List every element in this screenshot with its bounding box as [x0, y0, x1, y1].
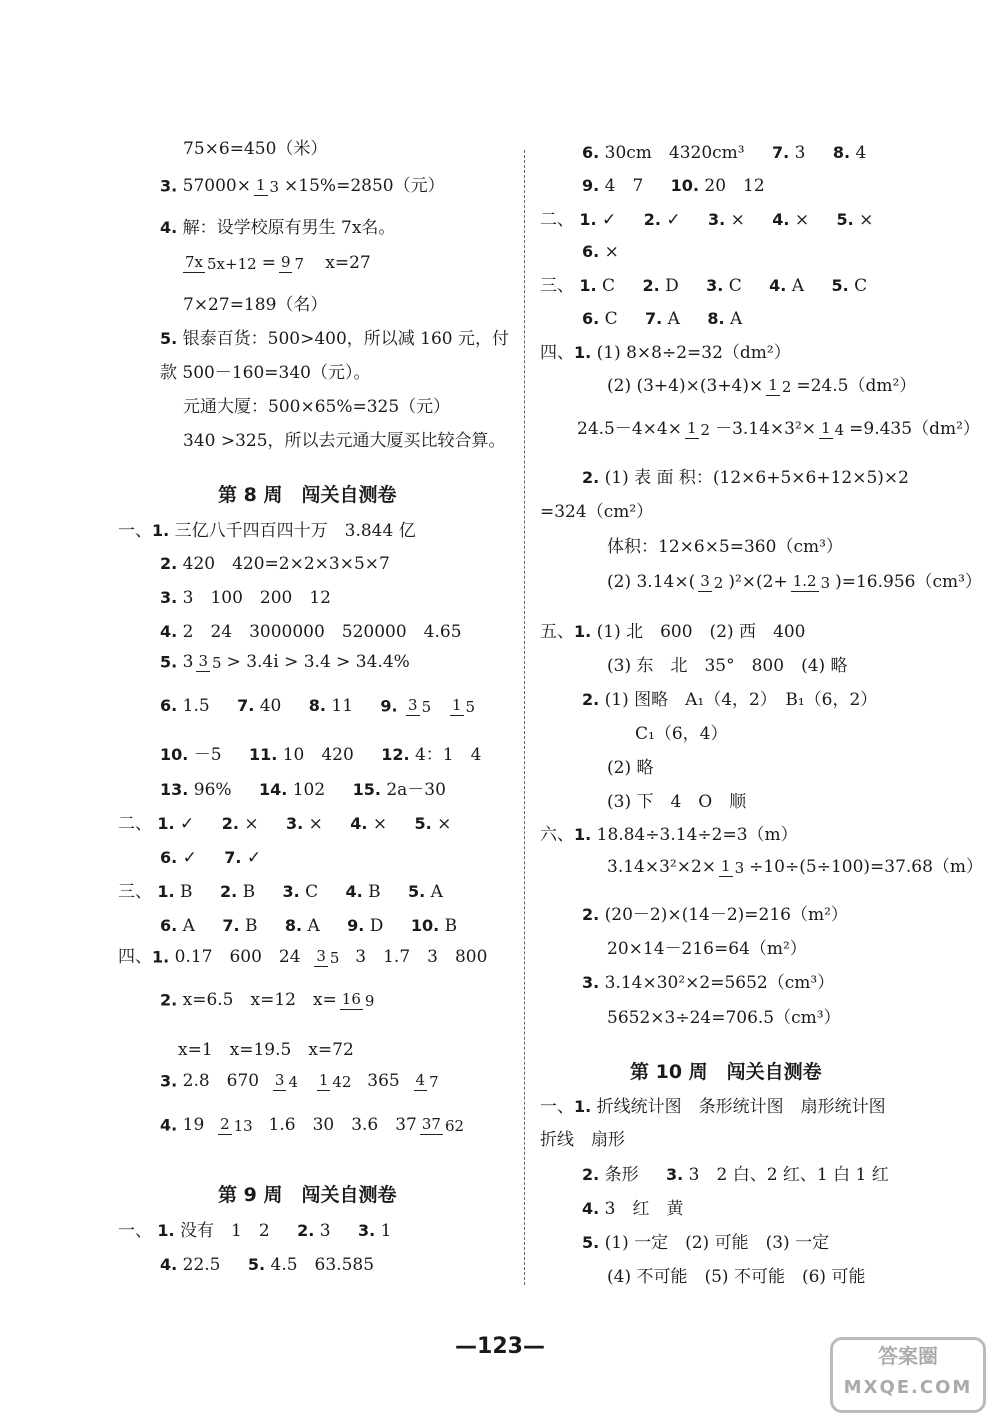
watermark-logo: [830, 1337, 986, 1413]
answer-line: 五、1. (1) 北 600 (2) 西 400: [540, 622, 806, 642]
answer-line: 2. 条形 3. 3 2 白、2 红、1 白 1 红: [582, 1165, 889, 1185]
answer-4-equation: 7x 5x+12 = 9 7 x=27: [185, 253, 371, 274]
page-number: —123—: [455, 1334, 545, 1359]
answer-line: 3. 3 100 200 12: [160, 588, 331, 608]
answer-line: (3) 下 4 O 顺: [607, 792, 747, 812]
answer-line: 二、 1. ✓ 2. ✓ 3. × 4. × 5. ×: [540, 210, 874, 230]
fraction: 3 2: [700, 572, 724, 592]
answer-line: 6. ×: [582, 242, 619, 262]
answer-line: 6. C 7. A 8. A: [582, 309, 743, 329]
answer-line: 二、 1. ✓ 2. × 3. × 4. × 5. ×: [118, 814, 452, 834]
answer-line: 2. (1) 表 面 积：(12×6+5×6+12×5)×2: [582, 468, 909, 488]
answer-line: 3. 3.14×30²×2=5652（cm³）: [582, 973, 835, 993]
answer-line: 6. 1.5 7. 40 8. 11 9. 3 5 1 5: [160, 696, 476, 717]
answer-line: 一、 1. 没有 1 2 2. 3 3. 1: [118, 1221, 392, 1241]
answer-line: 折线 扇形: [540, 1130, 625, 1150]
answer-line: 340 >325，所以去元通大厦买比较合算。: [183, 431, 506, 451]
answer-line: 4. 3 红 黄: [582, 1199, 684, 1219]
answer-line: 款 500－160=340（元）。: [160, 363, 371, 383]
answer-line: 三、 1. B 2. B 3. C 4. B 5. A: [118, 882, 443, 902]
answer-line: 6. A 7. B 8. A 9. D 10. B: [160, 916, 458, 936]
answer-line: 2. x=6.5 x=12 x= 16 9: [160, 990, 375, 1011]
answer-3: 3. 57000× 1 3 ×15%=2850（元）: [160, 176, 445, 197]
fraction: 9 7: [280, 253, 305, 273]
answer-line: 一、1. 折线统计图 条形统计图 扇形统计图: [540, 1097, 886, 1117]
fraction: 1 3: [255, 176, 280, 196]
fraction: 16 9: [341, 990, 375, 1010]
answer-line: 5. (1) 一定 (2) 可能 (3) 一定: [582, 1233, 830, 1253]
answer-line: 一、1. 三亿八千四百四十万 3.844 亿: [118, 521, 416, 541]
fraction: 1 2: [686, 419, 711, 439]
answer-line: 2. (1) 图略 A₁（4，2） B₁（6，2）: [582, 690, 878, 710]
answer-line: 75×6=450（米）: [183, 139, 328, 159]
fraction: 1.2 3: [792, 572, 831, 592]
answer-line: 元通大厦：500×65%=325（元）: [183, 397, 451, 417]
column-divider: [524, 150, 525, 1285]
answer-line: (4) 不可能 (5) 不可能 (6) 可能: [607, 1267, 866, 1287]
section-heading-week8: 第 8 周 闯关自测卷: [218, 484, 397, 506]
answer-line: =324（cm²）: [540, 502, 654, 522]
fraction: 1 42: [318, 1071, 352, 1091]
fraction: 3 5: [316, 947, 340, 967]
answer-line: 六、1. 18.84÷3.14÷2=3（m）: [540, 825, 798, 845]
answer-line: 4. 19 2 13 1.6 30 3.6 37 37 62: [160, 1115, 465, 1136]
answer-line: 9. 4 7 10. 20 12: [582, 176, 765, 196]
answer-line: 24.5－4×4× 1 2 －3.14×3²× 1 4 =9.435（dm²）: [577, 419, 980, 440]
answer-line: 20×14－216=64（m²）: [607, 939, 807, 959]
watermark-text: 答案圈: [878, 1344, 938, 1368]
fraction: 1 5: [451, 696, 476, 716]
answer-line: 4. 2 24 3000000 520000 4.65: [160, 622, 462, 642]
fraction: 1 2: [768, 376, 792, 396]
fraction: 3 5: [198, 652, 222, 672]
answer-line: 3. 2.8 670 3 4 1 42 365 4 7: [160, 1071, 439, 1092]
answer-line: x=1 x=19.5 x=72: [178, 1040, 354, 1060]
answer-line: 6. 30cm 4320cm³ 7. 3 8. 4: [582, 143, 867, 163]
answer-line: 13. 96% 14. 102 15. 2a－30: [160, 780, 446, 800]
answer-line: 5652×3÷24=706.5（cm³）: [607, 1008, 841, 1028]
answer-line: C₁（6，4）: [635, 724, 728, 744]
answer-5: 5. 银泰百货：500>400，所以减 160 元，付: [160, 329, 510, 349]
answer-line: (2) 略: [607, 758, 654, 778]
answer-line: 2. (20－2)×(14－2)=216（m²）: [582, 905, 848, 925]
fraction: 3 4: [274, 1071, 299, 1091]
answer-line: (3) 东 北 35° 800 (4) 略: [607, 656, 848, 676]
fraction: 1 3: [721, 857, 745, 877]
answer-line: 6. ✓ 7. ✓: [160, 848, 262, 868]
watermark-url: MXQE.COM: [843, 1377, 973, 1398]
answer-line: 10. －5 11. 10 420 12. 4：1 4: [160, 745, 482, 765]
answer-line: 体积：12×6×5=360（cm³）: [607, 537, 843, 557]
section-heading-week10: 第 10 周 闯关自测卷: [630, 1061, 822, 1083]
answer-line: 5. 3 3 5 > 3.4i̇ > 3.4 > 34.4%: [160, 652, 410, 673]
answer-line: 四、1. 0.17 600 24 3 5 3 1.7 3 800: [118, 947, 488, 968]
answer-line: (2) (3+4)×(3+4)× 1 2 =24.5（dm²）: [607, 376, 917, 397]
answer-line: 三、 1. C 2. D 3. C 4. A 5. C: [540, 276, 868, 296]
answer-line: 2. 420 420=2×2×3×5×7: [160, 554, 390, 574]
answer-line: 3.14×3²×2× 1 3 ÷10÷(5÷100)=37.68（m）: [607, 857, 984, 878]
answer-line: 4. 22.5 5. 4.5 63.585: [160, 1255, 375, 1275]
answer-line: 四、1. (1) 8×8÷2=32（dm²）: [540, 343, 791, 363]
fraction: 4 7: [415, 1071, 439, 1091]
section-heading-week9: 第 9 周 闯关自测卷: [218, 1184, 397, 1206]
answer-line: 7×27=189（名）: [183, 295, 328, 315]
fraction: 1 4: [821, 419, 845, 439]
fraction: 37 62: [421, 1115, 465, 1135]
answer-line: (2) 3.14×( 3 2 )²×(2+ 1.2 3 )=16.956（cm³）: [607, 572, 982, 593]
fraction: 2 13: [220, 1115, 253, 1135]
answer-4: 4. 解：设学校原有男生 7x名。: [160, 218, 396, 238]
fraction: 7x 5x+12: [185, 253, 257, 273]
fraction: 3 5: [408, 696, 432, 716]
